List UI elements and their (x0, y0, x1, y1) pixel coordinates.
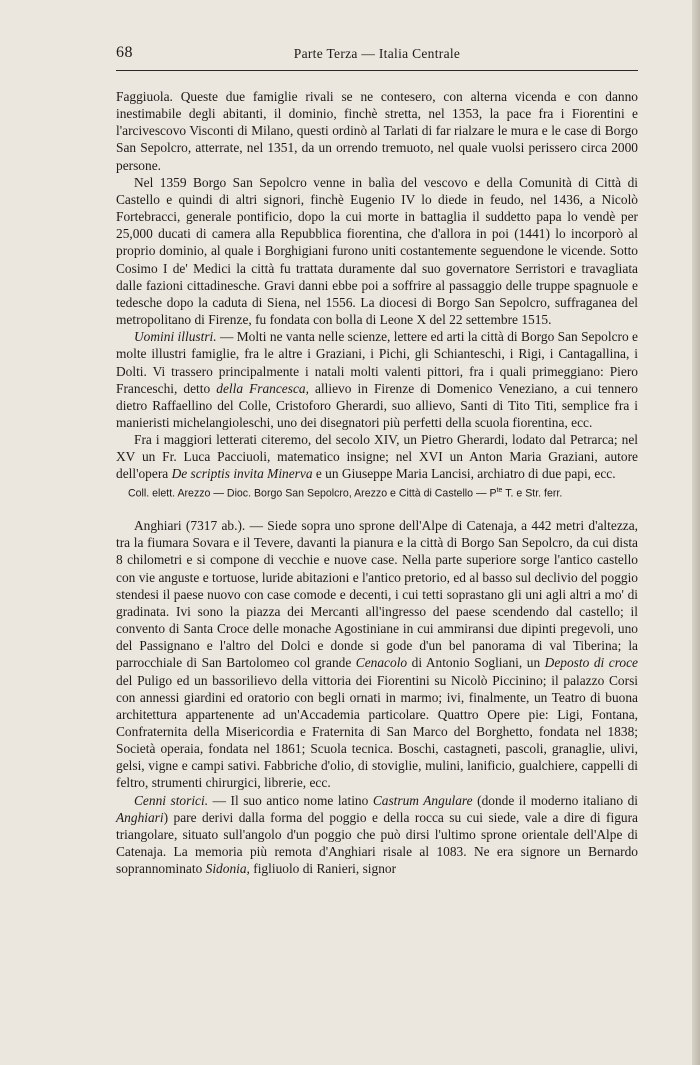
section-heading: Uomini illustri. (134, 329, 217, 345)
paragraph: Fra i maggiori letterati citeremo, del secolo XIV, un Pietro Gherardi, lodato dal Petrarca; nel XV un Fr. Luca Pacciuoli, matematico insigne; nel XVI un Anton Maria Graziani, autore dell'opera De scriptis invita Minerva e un Giuseppe Maria Lancisi, archiatro di due papi, ecc. (116, 432, 638, 482)
page-number: 68 (116, 44, 133, 61)
page-edge (692, 0, 700, 1065)
paragraph: Faggiuola. Queste due famiglie rivali se ne contesero, con alterna vicenda e con danno inestimabile degli abitanti, il dominio, finchè stretta, nel 1353, la pace fra i Fiorentini e l'arcivescovo Visconti di Milano, questi ordinò al Tarlati di far rialzare le mura e le case di Borgo San Sepolcro, atterrate, nel 1351, da un orrendo tremuoto, nel quale vuolsi perissero circa 2000 persone. (116, 89, 638, 173)
section-heading: Cenni storici. (134, 792, 209, 808)
electoral-note: Coll. elett. Arezzo — Dioc. Borgo San Sepolcro, Arezzo e Città di Castello — $P^{te}$ T. e Str. ferr. (128, 486, 563, 500)
paragraph: Uomini illustri. — Molti ne vanta nelle scienze, lettere ed arti la città di Borgo San Sepolcro e molte illustri famiglie, fra le altre i Graziani, i Pichi, gli Schianteschi, i Rigi, i Cantagallina, i Dolti. Vi trassero principalmente i natali molti valenti pittori, fra i quali primeggiano: Piero Franceschi, detto della Francesca, allievo in Firenze di Domenico Veneziano, a cui tennero dietro Raffaellino del Colle, Cristoforo Gherardi, suo allievo, Santi di Tito Titi, semplice fra i manieristi michelangioleschi, uno dei disegnatori più perfetti della scuola fiorentina, ecc. (116, 329, 638, 430)
paragraph: Cenni storici. — Il suo antico nome latino Castrum Angulare (donde il moderno italiano di Anghiari) pare derivi dalla forma del poggio e della rocca su cui siede, vale a dire di figura triangolare, situato sull'angolo d'un poggio che può dirsi l'ultimo sprone orientale dell'Alpe di Catenaja. La memoria più remota d'Anghiari risale al 1083. Ne era signore un Bernardo soprannominato Sidonia, figliuolo di Ranieri, signor (116, 792, 638, 877)
book-title: De scriptis invita Minerva (171, 466, 313, 482)
page-body (116, 88, 638, 877)
page-header (116, 44, 638, 71)
paragraph: Anghiari (7317 ab.). — Siede sopra uno sprone dell'Alpe di Catenaja, a 442 metri d'altezza, tra la fiumara Sovara e il Tevere, davanti la pianura e la città di Borgo San Sepolcro, da cui dista 8 chilometri e si compone di vecchie e nuove case. Nella parte superiore sorge l'antico castello con vie anguste e tortuose, luride abitazioni e l'antico pretorio, ed al basso sul declivio del poggio stendesi il paese nuovo con case comode e decenti, i cui tetti soprastano gli uni agli altri a mo' di gradinata. Ivi sono la piazza dei Mercanti all'ingresso del paese scendendo dal castello; il convento di Santa Croce delle monache Agostiniane in cui ammiransi due dipinti pregevoli, uno del Passignano e l'altro del Dolci e donde si gode d'un bel panorama di val Tiberina; la parrocchiale di San Bartolomeo col grande Cenacolo di Antonio Sogliani, un Deposto di croce del Puligo ed un bassorilievo della vittoria dei Fiorentini su Nicolò Piccinino; il palazzo Corsi con annessi giardini ed oratorio con begli ornati in marmo; ivi, finalmente, un Teatro di buona architettura appartenente ad un'Accademia particolare. Quattro Opere pie: Ligi, Fontana, Confraternita della Misericordia e Fraternita di San Marco del Borghetto, fondata nel 1838; Società operaia, fondata nel 1861; Scuola tecnica. Boschi, castagneti, pascoli, granaglie, ulivi, gelsi, vigne e campi sativi. Fabbriche d'olio, di stoviglie, mulini, lanificio, gualchiere, cappelli di feltro, strumenti chirurgici, librerie, ecc. (116, 518, 638, 791)
paragraph: Nel 1359 Borgo San Sepolcro venne in balìa del vescovo e della Comunità di Città di Castello e quindi di altri signori, finchè Eugenio IV lo diede in feudo, nel 1436, a Nicolò Fortebracci, generale pontificio, dopo la cui morte in battaglia il suddetto papa lo vendè per 25,000 ducati di camera alla Repubblica fiorentina, che d'allora in poi (1441) lo incorporò al proprio dominio, al quale i Borghigiani furono uniti costantemente seguendone le vicende. Sotto Cosimo I de' Medici la città fu trattata duramente dal suo governatore Serristori e travagliata dalle fazioni cittadinesche. Gravi danni ebbe poi a soffrire al passaggio delle truppe spagnuole e tedesche dopo la caduta di Siena, nel 1556. La diocesi di Borgo San Sepolcro, suffraganea del metropolitano di Firenze, fu fondata con bolla di Leone X del 22 settembre 1515. (116, 174, 638, 328)
running-head: Parte Terza — Italia Centrale (293, 46, 461, 61)
place-name: Anghiari (134, 518, 182, 534)
